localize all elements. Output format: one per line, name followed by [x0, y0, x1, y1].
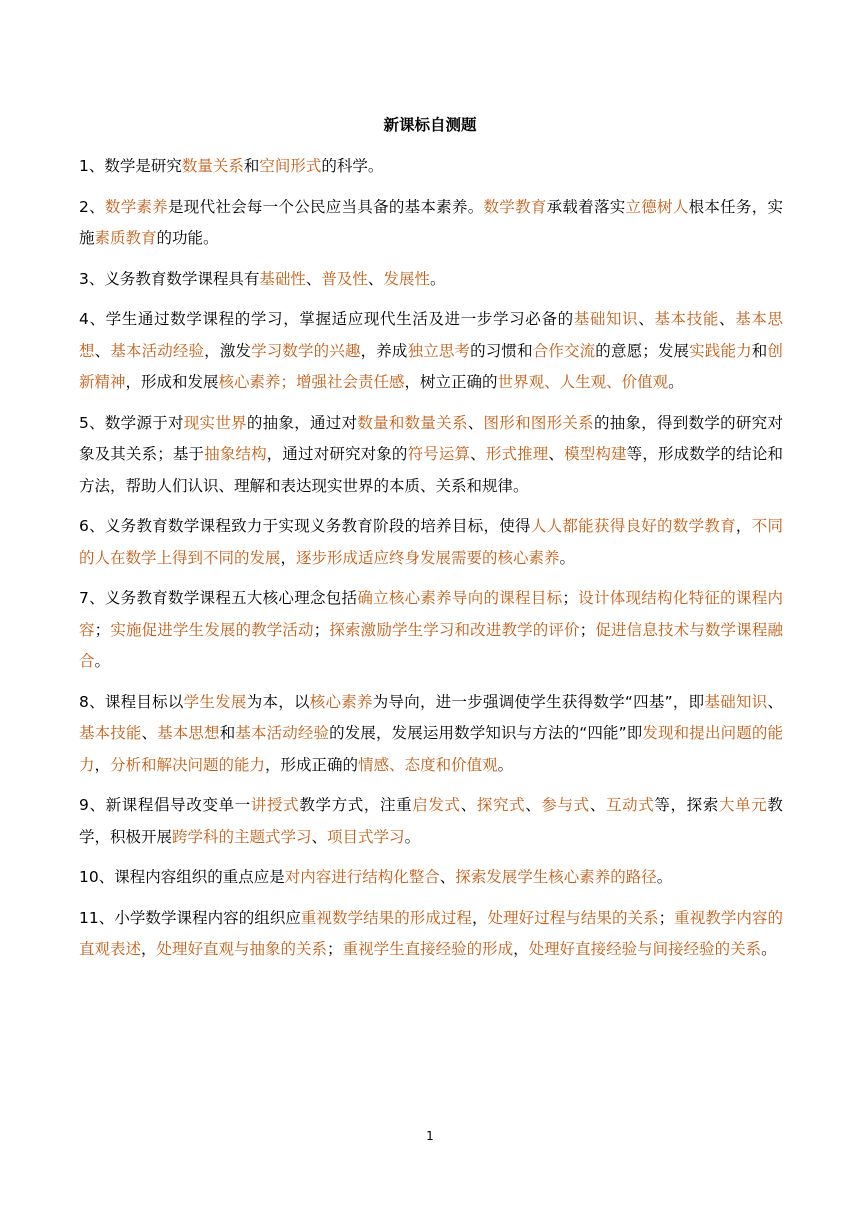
key-term: 促进信息技术与数学课程融合	[79, 620, 783, 670]
question-text: ，	[280, 548, 297, 567]
key-term: 处理好直接经验与间接经验的关系	[528, 940, 762, 958]
question-text: ，树立正确的	[404, 373, 498, 391]
key-term: 处理好直观与抽象的关系	[156, 940, 328, 958]
key-term: 大单元	[718, 796, 768, 814]
question-text: 、	[589, 796, 606, 814]
key-term: 基本技能	[79, 724, 142, 742]
question-text: 是现代社会每一个公民应当具备的基本素养。	[168, 197, 484, 216]
question-text: 、	[439, 868, 456, 886]
key-term: 重视教学内容的直观表述	[79, 908, 783, 958]
key-term: 核心素养	[309, 692, 373, 711]
key-term: 模型构建	[564, 445, 627, 463]
question-text: 。	[94, 652, 111, 670]
question-text: ；	[94, 620, 111, 639]
key-term: 设计体现结构化特征的课程内容	[79, 589, 783, 639]
key-term: 基本思想	[157, 724, 220, 742]
question-text: 。	[656, 868, 673, 886]
question-text: 的意愿；发展	[595, 341, 690, 360]
key-term: 数学素养	[104, 197, 169, 216]
question-text: 5、数学源于对	[79, 413, 184, 432]
question-text: 教学方式，注重	[299, 796, 413, 814]
page-title: 新课标自测题	[383, 116, 477, 134]
question-text: 、	[460, 796, 477, 814]
question-text: ；	[579, 620, 596, 639]
question-text: 。	[497, 755, 514, 774]
question-text: 的抽象，通过对	[246, 413, 358, 432]
key-term: 探究式	[476, 796, 526, 814]
question-text: ，形成和发展	[125, 373, 219, 391]
key-term: 跨学科的主题式学习	[172, 827, 312, 846]
key-term: 互动式	[605, 796, 655, 814]
key-term: 探索发展学生核心素养的路径	[455, 868, 657, 886]
question-text: 4、学生通过数学课程的学习，掌握适应现代生活及进一步学习必备的	[79, 310, 574, 328]
key-term: 基本思想	[79, 310, 783, 360]
key-term: 参与式	[541, 796, 590, 814]
question-text: 、	[141, 724, 158, 742]
key-term: 数量关系	[181, 157, 244, 175]
question-7	[79, 583, 783, 678]
key-term: 重视学生直接经验的形成	[342, 940, 514, 958]
question-text: 的科学。	[321, 157, 384, 175]
key-term: 基础知识	[704, 692, 768, 711]
question-text: ；	[327, 940, 343, 958]
key-term: 情感、态度和价值观	[358, 755, 498, 774]
key-term: 现实世界	[183, 413, 247, 432]
question-text: 1、数学是研究	[79, 157, 182, 175]
key-term: 发现和提出问题的能力	[79, 724, 783, 774]
question-text: 8、课程目标以	[79, 692, 184, 711]
key-term: 形式推理	[485, 445, 549, 463]
question-text: ；	[313, 620, 330, 639]
key-term: 不同的人在数学上得到不同的发展	[79, 517, 783, 567]
key-term: 数学教育	[483, 197, 547, 216]
key-term: 基础性	[259, 269, 306, 288]
key-term: 基础知识	[573, 310, 639, 328]
question-text: 、	[719, 310, 736, 328]
question-text: 、	[638, 310, 655, 328]
key-term: 抽象结构	[204, 445, 267, 463]
page-number: 1	[426, 1129, 434, 1143]
key-term: 符号运算	[407, 445, 471, 463]
key-term: 发展性	[383, 269, 430, 288]
key-term: 学习数学的兴趣	[251, 341, 361, 360]
question-text: 、	[470, 445, 486, 463]
question-5	[79, 408, 783, 503]
key-term: 图形和图形关系	[483, 413, 594, 432]
question-text: 承载着落实	[546, 197, 626, 216]
question-8	[79, 687, 783, 782]
question-2	[79, 192, 783, 255]
key-term: 创新精神	[79, 341, 783, 391]
question-text: 、	[525, 796, 542, 814]
key-term: 启发式	[412, 796, 461, 814]
key-term: 分析和解决问题的能力	[110, 755, 266, 774]
question-text: 等，探索	[654, 796, 719, 814]
key-term: 人人都能获得良好的数学教育	[530, 517, 736, 535]
key-term: 立德树人	[625, 197, 689, 216]
key-term: 对内容进行结构化整合	[284, 868, 440, 886]
key-term: 确立核心素养导向的课程目标	[357, 589, 563, 607]
question-11	[79, 903, 783, 966]
question-text: 、	[311, 827, 328, 846]
question-text: 2、	[79, 197, 105, 216]
question-text: 7、义务教育数学课程五大核心理念包括	[79, 589, 358, 607]
key-term: 合作交流	[532, 341, 596, 360]
question-text: 。	[429, 269, 446, 288]
key-term: 素质教育	[94, 229, 157, 247]
question-text: 教学，积极开展	[79, 796, 783, 846]
key-term: 数量和数量关系	[357, 413, 468, 432]
question-text: 、	[467, 413, 484, 432]
key-term: 实施促进学生发展的教学活动	[110, 620, 314, 639]
question-text: ，形成正确的	[265, 755, 359, 774]
key-term: 项目式学习	[327, 827, 405, 846]
question-text: 为本，以	[246, 692, 310, 711]
question-list	[79, 151, 783, 975]
question-text: 的功能。	[156, 229, 219, 247]
key-term: 独立思考	[407, 341, 471, 360]
question-text: 3、义务教育数学课程具有	[79, 269, 260, 288]
question-text: ，	[141, 940, 157, 958]
key-term: 空间形式	[259, 157, 322, 175]
question-text: 、	[767, 692, 783, 711]
question-text: 。	[668, 373, 684, 391]
question-text: 等，形成数学的结论和方法，帮助人们认识、理解和表达现实世界的本质、关系和规律。	[79, 445, 783, 495]
key-term: 基本活动经验	[110, 341, 205, 360]
question-10	[79, 862, 783, 894]
key-term: 基本技能	[654, 310, 720, 328]
key-term: 普及性	[321, 269, 368, 288]
question-text: 11、小学数学课程内容的组织应	[79, 908, 301, 927]
question-text: ，	[471, 908, 488, 927]
question-6	[79, 511, 783, 574]
question-text: 。	[404, 827, 421, 846]
question-text: 10、课程内容组织的重点应是	[79, 868, 285, 886]
key-term: 世界观、人生观、价值观	[497, 373, 669, 391]
question-3	[79, 264, 783, 296]
key-term: 核心素养；增强社会责任感	[218, 373, 405, 391]
key-term: 逐步形成适应终身发展需要的核心素养	[296, 548, 560, 567]
question-text: 和	[243, 157, 260, 175]
question-text: 、	[305, 269, 322, 288]
question-text: 和	[219, 724, 236, 742]
question-9	[79, 790, 783, 853]
key-term: 学生发展	[183, 692, 247, 711]
question-text: 的习惯和	[470, 341, 533, 360]
question-text: 的抽象，得到数学的研究对象及其关系；基于	[79, 413, 783, 463]
question-text: ，养成	[360, 341, 408, 360]
question-text: 为导向，进一步强调使学生获得数学“四基”，即	[372, 692, 705, 711]
question-text: 、	[367, 269, 384, 288]
question-text: 和	[751, 341, 768, 360]
key-term: 处理好过程与结果的关系	[487, 908, 659, 927]
question-text: 6、义务教育数学课程致力于实现义务教育阶段的培养目标，使得	[79, 517, 531, 535]
question-text: ；	[562, 589, 578, 607]
key-term: 讲授式	[250, 796, 300, 814]
question-text: 、	[548, 445, 565, 463]
question-text: 、	[94, 341, 111, 360]
question-text: 根本任务，实施	[79, 197, 783, 247]
question-1	[79, 151, 783, 183]
question-text: ，通过对研究对象的	[266, 445, 408, 463]
question-text: 的发展，发展运用数学知识与方法的“四能”即	[329, 724, 643, 742]
question-text: ，	[735, 517, 752, 535]
question-text: 。	[761, 940, 777, 958]
key-term: 重视数学结果的形成过程	[300, 908, 472, 927]
key-term: 基本活动经验	[235, 724, 330, 742]
question-text: 。	[559, 548, 576, 567]
question-text: ，	[94, 755, 111, 774]
question-4	[79, 304, 783, 399]
key-term: 探索激励学生学习和改进教学的评价	[329, 620, 580, 639]
question-text: ，	[513, 940, 529, 958]
question-text: 9、新课程倡导改变单一	[79, 796, 251, 814]
question-text: ，激发	[204, 341, 252, 360]
key-term: 实践能力	[689, 341, 752, 360]
question-text: ；	[658, 908, 675, 927]
